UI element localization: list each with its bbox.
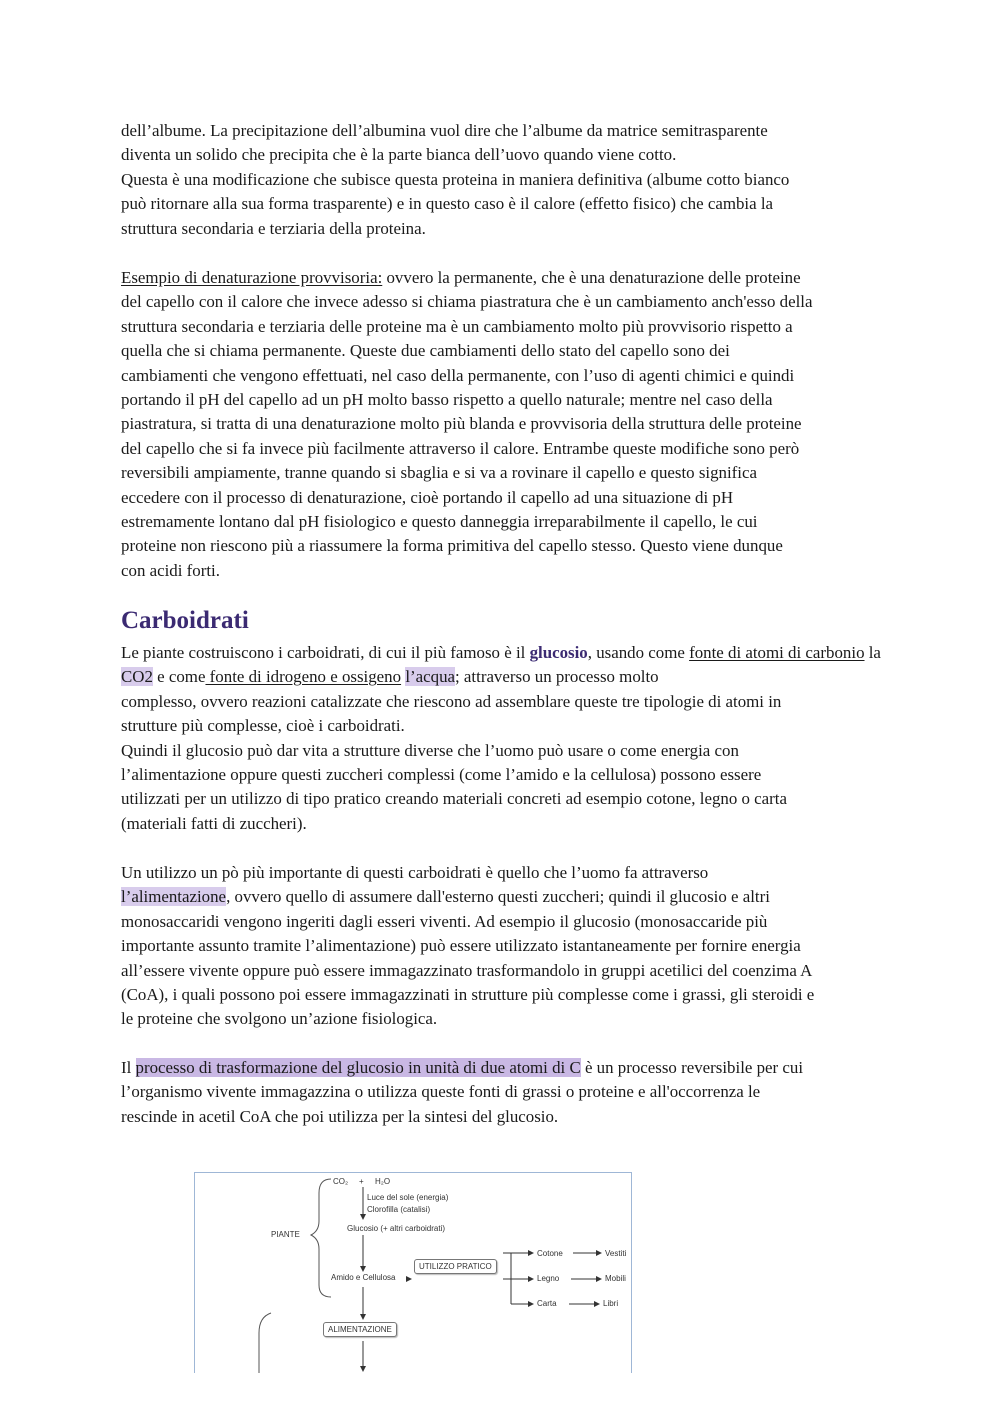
text-line: Un utilizzo un pò più importante di questi carboidrati è quello che l’uomo fa attraverso — [121, 863, 709, 882]
cotone-label: Cotone — [537, 1249, 563, 1258]
h2o-label: H₂O — [375, 1177, 391, 1186]
text-fragment: , ovvero quello di assumere dall'esterno questi zuccheri; quindi il glucosio e altri — [226, 887, 770, 907]
text-fragment: Le piante costruiscono i carboidrati, di cui il più famoso è il — [121, 643, 530, 662]
text-line: quella che si chiama permanente. Queste due cambiamenti dello stato del capello sono dei — [121, 341, 730, 361]
libri-label: Libri — [603, 1299, 619, 1308]
text-fragment: , usando come — [587, 643, 690, 662]
text-line: cambiamenti che vengono effettuati, nel caso della permanente, con l’uso di agenti chimici e quindi — [121, 365, 795, 385]
text-line: Questa è una modificazione che subisce questa proteina in maniera definitiva (albume cotto bianco — [121, 169, 790, 189]
text-line: estremamente lontano dal pH fisiologico e questo danneggia irreparabilmente il capello, le cui — [121, 512, 758, 532]
text-line: proteine non riescono più a riassumere la forma primitiva del capello stesso. Questo viene dunque — [121, 536, 783, 556]
paragraph-alimentazione — [121, 861, 891, 1032]
section-heading: Carboidrati — [121, 607, 249, 634]
amido-label: Amido e Cellulosa — [331, 1273, 396, 1282]
text-line: struttura secondaria e terziaria delle proteine ma è un cambiamento molto più provvisorio rispetto a — [121, 316, 793, 336]
alimentazione-box: ALIMENTAZIONE — [323, 1322, 397, 1337]
text-line: del capello con il calore che invece adesso si chiama piastratura che è un cambiamento anch'esso della — [121, 292, 813, 312]
text-line: (materiali fatti di zuccheri). — [121, 813, 307, 833]
text-line: reversibili ampiamente, tranne quando si sbaglia e si va a rovinare il capello e questo significa — [121, 463, 757, 483]
paragraph-carboidrati — [121, 641, 891, 836]
text-line: all’essere vivente oppure può essere immagazzinato trasformandolo in gruppi acetilici del coenzima A — [121, 960, 813, 980]
text-line — [121, 885, 891, 909]
text-fragment: e come — [152, 667, 206, 687]
text-line: diventa un solido che precipita che è la parte bianca dell’uovo quando viene cotto. — [121, 145, 677, 165]
text-line: importante assunto tramite l’alimentazione) può essere utilizzato istantaneamente per fornire energia — [121, 936, 801, 956]
text-line: piastratura, si tratta di una denaturazione molto più blanda e provvisoria della struttura delle proteine — [121, 414, 802, 434]
text-line — [121, 1056, 891, 1080]
paragraph-albume — [121, 119, 891, 241]
text-line: strutture più complesse, cioè i carboidrati. — [121, 716, 405, 736]
text-line: del capello che si fa invece più facilmente attraverso il calore. Entrambe queste modifiche sono però — [121, 438, 800, 458]
highlight-acqua: l’acqua — [405, 667, 456, 687]
text-line: portando il pH del capello ad un pH molto basso rispetto a quello naturale; mentre nel caso della — [121, 390, 773, 410]
carbohydrate-diagram — [194, 1172, 632, 1373]
legno-label: Legno — [537, 1274, 560, 1283]
keyword-glucosio: glucosio — [529, 643, 588, 662]
paragraph-denaturazione — [121, 266, 891, 583]
piante-brace — [311, 1179, 331, 1297]
text-fragment: ovvero la permanente, che è una denaturazione delle proteine — [382, 268, 801, 287]
text-line: l’alimentazione oppure questi zuccheri complessi (come l’amido e la cellulosa) possono essere — [121, 765, 762, 785]
text-line: struttura secondaria e terziaria della proteina. — [121, 218, 426, 238]
highlight-processo: processo di trasformazione del glucosio in unità di due atomi di C — [135, 1058, 581, 1077]
text-fragment: la — [864, 643, 881, 662]
text-line: con acidi forti. — [121, 560, 220, 580]
luce-label: Luce del sole (energia) — [367, 1193, 449, 1202]
piante-label: PIANTE — [271, 1230, 300, 1239]
clorofilla-label: Clorofilla (catalisi) — [367, 1205, 431, 1214]
text-line: dell’albume. La precipitazione dell’albumina vuol dire che l’albume da matrice semitrasparente — [121, 121, 768, 140]
text-fragment: ; attraverso un processo molto — [455, 667, 659, 687]
text-fragment: Il — [121, 1058, 136, 1077]
text-line — [121, 266, 891, 290]
highlight-alimentazione: l’alimentazione — [121, 887, 227, 907]
text-line: può ritornare alla sua forma trasparente) e in questo caso è il calore (effetto fisico) che cambia la — [121, 194, 774, 214]
text-line: complesso, ovvero reazioni catalizzate che riescono ad assemblare queste tre tipologie di atomi in — [121, 691, 782, 711]
carta-label: Carta — [537, 1299, 557, 1308]
text-line: monosaccaridi vengono ingeriti dagli esseri viventi. Ad esempio il glucosio (monosaccaride più — [121, 911, 768, 931]
underlined-fonte-carbonio: fonte di atomi di carbonio — [689, 643, 865, 662]
text-line: Quindi il glucosio può dar vita a strutture diverse che l’uomo può usare o come energia con — [121, 740, 739, 760]
text-line: rescinde in acetil CoA che poi utilizza per la sintesi del glucosio. — [121, 1106, 559, 1126]
diagram-connectors — [195, 1173, 631, 1373]
text-line: l’organismo vivente immagazzina o utilizza queste fonti di grassi o proteine e all'occorrenza le — [121, 1082, 761, 1102]
text-fragment: è un processo reversibile per cui — [580, 1058, 804, 1077]
return-brace — [259, 1313, 271, 1373]
underlined-label: Esempio di denaturazione provvisoria: — [121, 268, 383, 287]
text-line: eccedere con il processo di denaturazione, cioè portando il capello ad una situazione di pH — [121, 487, 734, 507]
text-line: le proteine che svolgono un’azione fisiologica. — [121, 1009, 438, 1029]
highlight-co2: CO2 — [121, 667, 153, 687]
plus-label: + — [359, 1177, 364, 1186]
paragraph-processo — [121, 1056, 891, 1129]
vestiti-label: Vestiti — [605, 1249, 627, 1258]
glucosio-label: Glucosio (+ altri carboidrati) — [347, 1224, 446, 1233]
co2-label: CO₂ — [333, 1177, 349, 1186]
utilizzo-pratico-box: UTILIZZO PRATICO — [414, 1259, 497, 1274]
underlined-fonte-idrogeno: fonte di idrogeno e ossigeno — [205, 667, 402, 687]
mobili-label: Mobili — [605, 1274, 626, 1283]
text-line — [121, 641, 891, 690]
text-line: (CoA), i quali possono poi essere immagazzinati in strutture più complesse come i grassi, gli steroidi e — [121, 985, 815, 1005]
text-line: utilizzati per un utilizzo di tipo pratico creando materiali concreti ad esempio cotone, legno o carta — [121, 789, 787, 809]
